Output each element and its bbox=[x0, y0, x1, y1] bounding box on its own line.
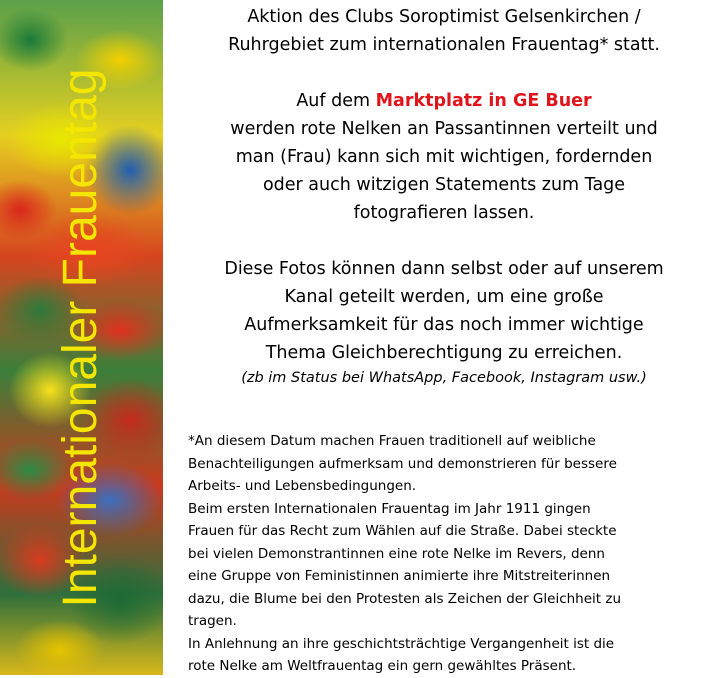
main-content bbox=[170, 0, 718, 389]
location-text-line: oder auch witzigen Statements zum Tage bbox=[262, 175, 626, 195]
location-text-line: werden rote Nelken an Passantinnen verteilt und bbox=[230, 119, 658, 139]
footnote-line: Beim ersten Internationalen Frauentag im Jahr 1911 gingen bbox=[188, 500, 591, 517]
footnote-line: rote Nelke am Weltfrauentag ein gern gewähltes Präsent. bbox=[188, 658, 577, 674]
intro-line: Ruhrgebiet zum internationalen Frauentag* statt. bbox=[228, 35, 660, 55]
location-line bbox=[170, 87, 718, 115]
intro-paragraph bbox=[170, 3, 718, 59]
photos-line: Thema Gleichberechtigung zu erreichen. bbox=[265, 343, 623, 363]
photos-line: Diese Fotos können dann selbst oder auf unserem bbox=[224, 259, 664, 279]
photos-line: Aufmerksamkeit für das noch immer wichtige bbox=[244, 315, 644, 335]
footnote-line: Frauen für das Recht zum Wählen auf die Straße. Dabei steckte bbox=[188, 523, 617, 539]
footnote-line: bei vielen Demonstrantinnen eine rote Nelke im Revers, denn bbox=[188, 545, 605, 562]
location-text-line: man (Frau) kann sich mit wichtigen, fordernden bbox=[235, 147, 653, 167]
banner-title: Internationaler Frauentag bbox=[54, 68, 107, 608]
intro-line: Aktion des Clubs Soroptimist Gelsenkirchen / bbox=[247, 7, 641, 27]
location-prefix: Auf dem bbox=[296, 91, 376, 111]
photos-paragraph bbox=[170, 255, 718, 367]
footnote-line: Benachteiligungen aufmerksam und demonstrieren für bessere bbox=[188, 455, 617, 472]
footnote-paragraph bbox=[188, 430, 708, 678]
footnote-line: Arbeits- und Lebensbedingungen. bbox=[188, 478, 417, 494]
painted-banner bbox=[0, 0, 163, 675]
location-highlight: Marktplatz in GE Buer bbox=[375, 91, 592, 111]
location-text-line: fotografieren lassen. bbox=[353, 203, 535, 223]
footnote-line: *An diesem Datum machen Frauen traditionell auf weibliche bbox=[188, 433, 596, 449]
footnote-line: dazu, die Blume bei den Protesten als Zeichen der Gleichheit zu bbox=[188, 590, 622, 607]
photos-line: Kanal geteilt werden, um eine große bbox=[284, 287, 604, 307]
social-media-note: (zb im Status bei WhatsApp, Facebook, Instagram usw.) bbox=[241, 370, 647, 386]
footnote bbox=[188, 430, 708, 678]
location-paragraph bbox=[170, 87, 718, 227]
footnote-line: eine Gruppe von Feministinnen animierte ihre Mitstreiterinnen bbox=[188, 568, 611, 584]
footnote-line: tragen. bbox=[188, 613, 237, 629]
footnote-line: In Anlehnung an ihre geschichtsträchtige Vergangenheit ist die bbox=[188, 635, 615, 652]
